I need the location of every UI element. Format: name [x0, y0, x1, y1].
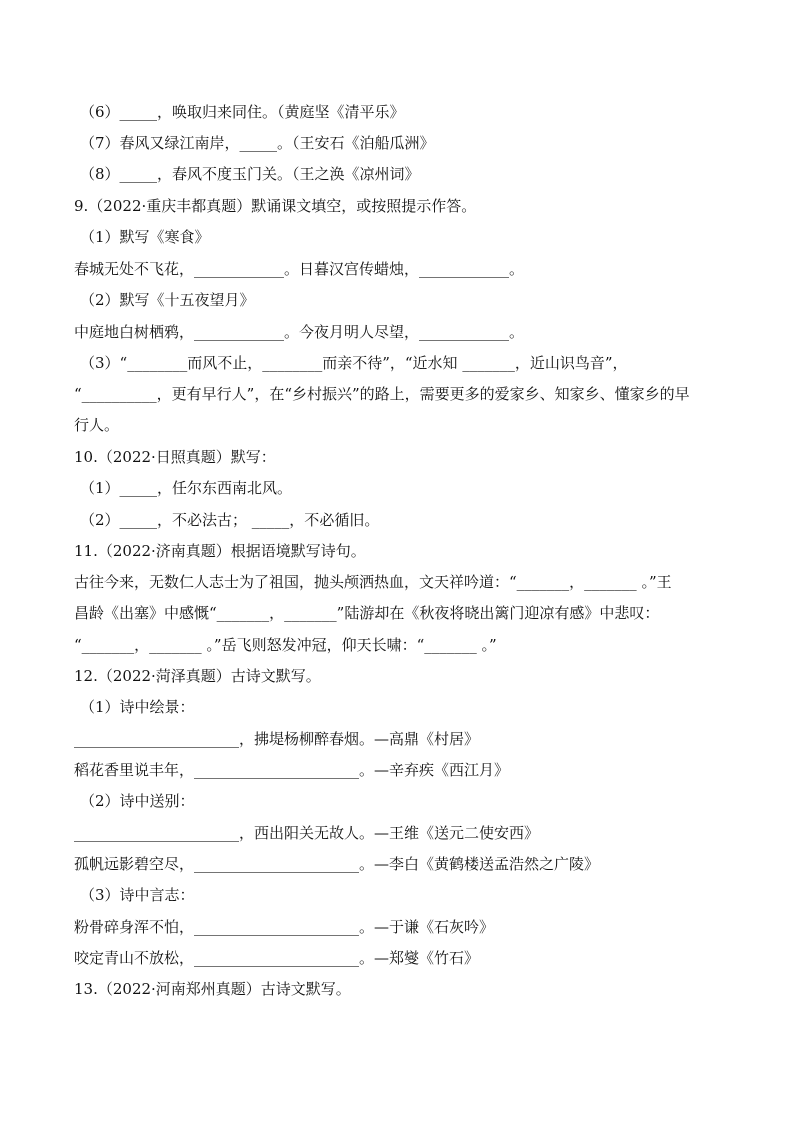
q9-part-1-label: （1）默写《寒食》	[80, 228, 210, 246]
q12-part-1-label: （1）诗中绘景：	[80, 698, 195, 716]
q12-part-2-line-2: 孤帆远影碧空尽，______________________。—李白《黄鹤楼送孟浩然之广陵》	[74, 855, 600, 873]
q9-heading: 9.（2022·重庆丰都真题）默诵课文填空，或按照提示作答。	[74, 197, 477, 215]
q9-part-1-text: 春城无处不飞花，____________。日暮汉宫传蜡烛，____________。	[74, 260, 525, 278]
q11-heading: 11.（2022·济南真题）根据语境默写诗句。	[74, 542, 366, 560]
q12-part-2-label: （2）诗中送别：	[80, 792, 195, 810]
q12-heading: 12.（2022·菏泽真题）古诗文默写。	[74, 667, 321, 685]
q12-part-3-label: （3）诗中言志：	[80, 886, 195, 904]
q9-part-3-line-2: “__________，更有早行人”，在“乡村振兴”的路上，需要更多的爱家乡、知家乡、懂家乡的早	[74, 385, 690, 403]
q9-part-3-line-1: （3）“________而风不止，________而亲不待”，“近水知 _______，近山识鸟音”，	[80, 354, 628, 372]
q8-item-8: （8）_____，春风不度玉门关。（王之涣《凉州词》	[80, 165, 420, 183]
q12-part-2-line-1: ______________________，西出阳关无故人。—王维《送元二使安西》	[74, 824, 540, 842]
q9-part-3-line-3: 行人。	[74, 416, 120, 434]
q8-item-7: （7）春风又绿江南岸，_____。（王安石《泊船瓜洲》	[80, 134, 435, 152]
q12-part-3-line-2: 咬定青山不放松，______________________。—郑燮《竹石》	[74, 949, 480, 967]
q10-item-1: （1）_____，任尔东西南北风。	[80, 479, 293, 497]
q10-heading: 10.（2022·日照真题）默写：	[74, 448, 276, 466]
q12-part-1-line-1: ______________________，拂堤杨柳醉春烟。—高鼎《村居》	[74, 730, 480, 748]
q9-part-2-label: （2）默写《十五夜望月》	[80, 291, 255, 309]
q9-part-2-text: 中庭地白树栖鸦，____________。今夜月明人尽望，____________。	[74, 323, 525, 341]
q12-part-3-line-1: 粉骨碎身浑不怕，______________________。—于谦《石灰吟》	[74, 918, 495, 936]
q11-text-line-3: “_______，_______ 。”岳飞则怒发冲冠，仰天长啸：“_______ 。”	[74, 636, 497, 654]
q11-text-line-2: 昌龄《出塞》中感慨“_______，_______”陆游却在《秋夜将晓出篱门迎凉有感》中悲叹：	[74, 604, 660, 622]
q13-heading: 13.（2022·河南郑州真题）古诗文默写。	[74, 980, 351, 998]
q11-text-line-1: 古往今来，无数仁人志士为了祖国，抛头颅洒热血，文天祥吟道：“_______，_______ 。”王	[74, 573, 672, 591]
q8-item-6: （6）_____，唤取归来同住。（黄庭坚《清平乐》	[80, 103, 405, 121]
q12-part-1-line-2: 稻花香里说丰年，______________________。—辛弃疾《西江月》	[74, 761, 510, 779]
q10-item-2: （2）_____，不必法古； _____，不必循旧。	[80, 511, 380, 529]
